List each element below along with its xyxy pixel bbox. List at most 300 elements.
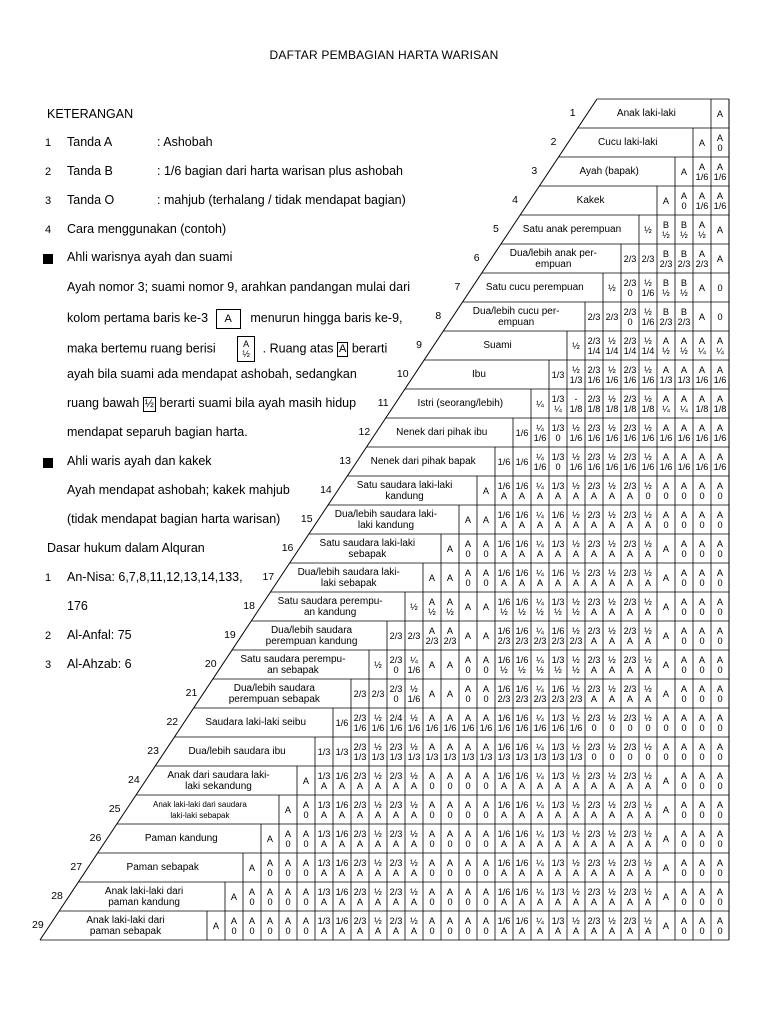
grid-cell: ½ 1/6 (641, 364, 655, 385)
grid-cell: ¼ A (536, 567, 544, 588)
grid-cell: 2/3 A (353, 799, 367, 820)
grid-cell: ¼ ½ (536, 596, 544, 617)
grid-cell: 1/6 2/3 (551, 625, 565, 646)
grid-cell: A 0 (482, 857, 490, 878)
grid-cell: 2/3 A (623, 886, 637, 907)
heir-label: Satu saudara perempu- an kandung (277, 595, 383, 618)
grid-cell: 2/3 A (353, 828, 367, 849)
dasar-num: 3 (45, 659, 52, 671)
grid-cell: A (680, 166, 688, 177)
grid-cell: 1/6 A (497, 857, 511, 878)
grid-cell: 2/3 A (623, 654, 637, 675)
grid-cell: 1/3 ½ (551, 654, 565, 675)
grid-cell: 2/3 0 (389, 654, 403, 675)
grid-cell: A 0 (482, 654, 490, 675)
heir-label: Satu anak perempuan (522, 224, 622, 235)
heir-label: Ibu (472, 369, 486, 380)
grid-cell: A 0 (680, 190, 688, 211)
grid-cell: A (446, 659, 454, 670)
grid-cell: B 2/3 (659, 248, 673, 269)
grid-cell: 1/6 (497, 456, 511, 467)
heir-label: Satu saudara laki-laki kandung (356, 479, 453, 502)
grid-cell: A 0 (284, 915, 292, 936)
grid-cell: A (662, 195, 670, 206)
grid-cell: A 0 (716, 799, 724, 820)
grid-cell: A 0 (716, 132, 724, 153)
grid-cell: ½ A (374, 857, 382, 878)
grid-cell: ¼ A (536, 886, 544, 907)
example1-text: ruang bawah (67, 396, 140, 410)
grid-cell: 1/6 (335, 717, 349, 728)
grid-cell: A 1/6 (695, 422, 709, 443)
row-number: 17 (262, 570, 275, 583)
grid-cell: 2/3 A (623, 596, 637, 617)
grid-cell: 1/6 A (497, 828, 511, 849)
grid-cell: ½ A (572, 770, 580, 791)
grid-cell: 2/3 1/3 (353, 741, 367, 762)
grid-cell: A 1/6 (425, 712, 439, 733)
grid-cell: 1/3 A (317, 770, 331, 791)
grid-cell: A 0 (698, 857, 706, 878)
heir-label: Kakek (576, 195, 605, 206)
grid-cell: ½ 1/6 (641, 451, 655, 472)
grid-cell: A 2/3 (695, 248, 709, 269)
grid-cell: 2/3 A (623, 538, 637, 559)
dasar-num: 1 (45, 572, 52, 584)
grid-cell: ¼ 1/6 (533, 422, 547, 443)
grid-cell: 2/3 A (623, 799, 637, 820)
grid-cell: A (662, 572, 670, 583)
grid-cell: A 0 (482, 538, 490, 559)
grid-cell: ½ A (644, 509, 652, 530)
grid-cell: 2/3 A (587, 654, 601, 675)
grid-cell: ¼ A (536, 857, 544, 878)
grid-cell: ¼ A (536, 828, 544, 849)
grid-cell: ½ ½ (572, 596, 580, 617)
row-number: 16 (281, 541, 294, 554)
grid-cell: A (662, 920, 670, 931)
grid-cell: 2/3 0 (623, 712, 637, 733)
grid-cell: ½ A (410, 770, 418, 791)
example1-text: menurun hingga baris ke-9, (250, 311, 403, 325)
grid-cell: A 1/6 (713, 161, 727, 182)
example1-line (67, 309, 403, 329)
grid-cell: 1/3 A (551, 886, 565, 907)
row-number: 20 (204, 657, 217, 670)
grid-cell: A (482, 485, 490, 496)
row-number: 29 (32, 918, 44, 931)
grid-cell: A 0 (680, 741, 688, 762)
grid-cell: A 1/6 (713, 190, 727, 211)
grid-cell: 1/6 ½ (515, 654, 529, 675)
row-number: 8 (435, 309, 442, 322)
grid-cell: A 0 (680, 683, 688, 704)
grid-cell: ½ A (644, 770, 652, 791)
grid-cell: ½ 1/6 (641, 306, 655, 327)
grid-cell: A 1/3 (659, 364, 673, 385)
grid-cell: A 0 (680, 538, 688, 559)
heir-label: Dua/lebih saudara ibu (188, 746, 286, 757)
grid-cell: A 0 (464, 799, 472, 820)
bullet-square (43, 253, 53, 267)
grid-cell: ¼ A (536, 480, 544, 501)
grid-cell: ½ A (608, 770, 616, 791)
grid-cell: 1/6 A (515, 857, 529, 878)
grid-cell: 1/6 A (515, 799, 529, 820)
grid-cell: A 0 (716, 480, 724, 501)
grid-cell: ¼ A (536, 915, 544, 936)
grid-cell: ½ (608, 282, 616, 293)
grid-cell: 1/6 ½ (497, 596, 511, 617)
grid-cell: A 0 (266, 886, 274, 907)
row-number: 22 (166, 715, 179, 728)
grid-cell: 2/3 (389, 630, 403, 641)
grid-cell: A (662, 775, 670, 786)
grid-cell: 1/6 A (497, 480, 511, 501)
grid-cell: A 0 (680, 799, 688, 820)
grid-cell: A 0 (680, 567, 688, 588)
grid-cell: ½ 1/6 (641, 277, 655, 298)
grid-cell: 1/6 A (515, 828, 529, 849)
grid-cell: A (266, 833, 274, 844)
legend-num: 3 (45, 195, 52, 207)
grid-cell: 2/3 1/3 (389, 741, 403, 762)
grid-cell: 1/3 A (551, 480, 565, 501)
grid-cell: 2/3 A (353, 886, 367, 907)
grid-cell: 2/3 A (587, 770, 601, 791)
grid-cell: 1/6 A (497, 538, 511, 559)
grid-cell: A (212, 920, 220, 931)
grid-cell: 2/3 0 (587, 712, 601, 733)
grid-cell: A 1/6 (713, 364, 727, 385)
heir-label: Anak laki-laki dari paman kandung (104, 885, 184, 908)
grid-cell: 2/3 A (353, 857, 367, 878)
dasar-item: Al-Ahzab: 6 (67, 657, 132, 671)
grid-cell: A ½ (428, 596, 436, 617)
grid-cell: 1/6 A (497, 799, 511, 820)
grid-cell: B ½ (662, 277, 670, 298)
grid-cell: 1/6 1/6 (515, 712, 529, 733)
grid-cell: A (284, 804, 292, 815)
grid-cell: 1/6 A (515, 480, 529, 501)
grid-cell: ½ A (410, 799, 418, 820)
grid-cell: ¼ A (536, 799, 544, 820)
grid-cell: ¼ 1/6 (533, 712, 547, 733)
grid-cell: A 0 (230, 915, 238, 936)
row-number: 10 (396, 367, 409, 380)
grid-cell: 2/3 A (587, 683, 601, 704)
grid-cell: A 0 (698, 625, 706, 646)
grid-cell: 1/3 0 (551, 422, 565, 443)
grid-cell: A 0 (716, 712, 724, 733)
example-box-stack (237, 336, 255, 362)
grid-cell: 1/6 A (515, 886, 529, 907)
row-number: 3 (531, 164, 538, 177)
grid-cell: A 0 (464, 886, 472, 907)
heir-label: Dua/lebih saudara laki- laki kandung (334, 508, 438, 531)
grid-cell: A 0 (662, 741, 670, 762)
row-number: 11 (377, 396, 389, 409)
grid-cell: A (482, 514, 490, 525)
grid-cell: A 0 (680, 886, 688, 907)
grid-cell: 1/3 0 (551, 451, 565, 472)
grid-cell: A (446, 688, 454, 699)
grid-cell: A (230, 891, 238, 902)
grid-cell: ¼ 2/3 (533, 683, 547, 704)
grid-cell: A 0 (698, 567, 706, 588)
legend-desc: : 1/6 bagian dari harta warisan plus ashobah (157, 164, 403, 178)
grid-cell: ¼ 1/3 (533, 741, 547, 762)
grid-cell: A 1/3 (677, 364, 691, 385)
example1-line: mendapat separuh bagian harta. (67, 425, 248, 439)
grid-cell: A 0 (680, 596, 688, 617)
grid-cell: A 0 (680, 625, 688, 646)
grid-cell: 1/3 A (551, 799, 565, 820)
grid-cell: ½ 2/3 (569, 683, 583, 704)
grid-cell: ½ A (608, 683, 616, 704)
grid-cell: A 1/6 (677, 422, 691, 443)
grid-cell: ½ A (644, 625, 652, 646)
grid-cell: A 0 (680, 915, 688, 936)
grid-cell: ½ A (608, 799, 616, 820)
dasar-heading: Dasar hukum dalam Alquran (47, 541, 205, 555)
legend-label: Tanda A (67, 135, 113, 149)
example1-text: berarti (351, 341, 388, 356)
grid-cell: A ¼ (716, 335, 724, 356)
grid-cell: A 0 (698, 741, 706, 762)
grid-cell: A 0 (698, 596, 706, 617)
grid-cell: ½ A (410, 886, 418, 907)
grid-cell: ½ 1/6 (569, 712, 583, 733)
grid-cell: B ½ (680, 277, 688, 298)
example1-text: . Ruang atas (262, 341, 334, 356)
grid-cell: 2/3 A (587, 538, 601, 559)
row-number: 18 (243, 599, 255, 612)
grid-cell: 1/3 A (317, 886, 331, 907)
grid-cell: ¼ A (536, 509, 544, 530)
heir-label: Cucu laki-laki (598, 137, 658, 148)
legend-num: 1 (45, 137, 52, 149)
heir-label: Paman kandung (144, 833, 218, 844)
grid-cell: A 0 (428, 770, 436, 791)
row-number: 24 (128, 773, 140, 786)
grid-cell: 1/3 A (551, 538, 565, 559)
grid-cell: ½ A (644, 567, 652, 588)
grid-cell: 1/6 A (335, 915, 349, 936)
legend-num: 2 (45, 166, 52, 178)
grid-cell: 1/3 (551, 369, 565, 380)
grid-cell: A 0 (698, 538, 706, 559)
row-number: 9 (416, 338, 422, 351)
grid-cell: 2/3 A (623, 683, 637, 704)
grid-cell: ½ 1/6 (569, 451, 583, 472)
grid-cell: 2/3 A (587, 480, 601, 501)
grid-cell: A 0 (428, 886, 436, 907)
grid-cell: A (662, 543, 670, 554)
grid-cell: ½ A (644, 915, 652, 936)
grid-cell: ½ A (572, 886, 580, 907)
grid-cell: ½ A (644, 828, 652, 849)
grid-cell: ¼ A (536, 538, 544, 559)
grid-cell: 2/3 (371, 688, 385, 699)
grid-cell: A 0 (716, 857, 724, 878)
grid-cell: A 1/6 (713, 451, 727, 472)
grid-cell: 1/6 A (335, 828, 349, 849)
grid-cell: 2/3 1/6 (587, 364, 601, 385)
grid-cell: ½ A (572, 538, 580, 559)
grid-cell: ½ 1/6 (641, 422, 655, 443)
grid-cell: A (716, 253, 724, 264)
grid-cell: A 1/8 (695, 393, 709, 414)
grid-cell: A 0 (464, 538, 472, 559)
grid-cell: 1/6 A (497, 567, 511, 588)
grid-cell: A (716, 108, 724, 119)
example-box-half: ½ (144, 398, 154, 410)
legend-label: Cara menggunakan (contoh) (67, 222, 227, 236)
grid-cell: ½ A (608, 480, 616, 501)
grid-cell: ½ 0 (608, 741, 616, 762)
grid-cell: A ¼ (680, 393, 688, 414)
grid-cell: A 0 (716, 886, 724, 907)
example1-text: kolom pertama baris ke-3 (67, 311, 209, 325)
grid-cell: 2/3 A (623, 480, 637, 501)
grid-cell: ½ A (572, 567, 580, 588)
legend-label: Tanda O (67, 193, 115, 207)
grid-cell: A 0 (698, 770, 706, 791)
grid-cell: A 0 (716, 567, 724, 588)
grid-cell: ½ A (608, 886, 616, 907)
grid-cell: A 1/6 (695, 161, 709, 182)
grid-cell: A 0 (680, 480, 688, 501)
grid-cell: A 0 (302, 799, 310, 820)
grid-cell: A 1/6 (443, 712, 457, 733)
grid-cell: A 0 (428, 799, 436, 820)
row-number: 5 (492, 222, 499, 235)
grid-cell: A 0 (716, 625, 724, 646)
keterangan-heading: KETERANGAN (47, 107, 134, 121)
grid-cell: A 0 (662, 712, 670, 733)
grid-cell: A 1/3 (479, 741, 493, 762)
grid-cell: ½ 1/6 (605, 451, 619, 472)
grid-cell: A (662, 862, 670, 873)
box-bottom: ½ (242, 349, 250, 359)
grid-cell: A ½ (446, 596, 454, 617)
grid-cell: A (428, 659, 436, 670)
grid-cell: A (464, 630, 472, 641)
grid-cell: 1/6 (515, 456, 529, 467)
grid-cell: A ½ (698, 219, 706, 240)
grid-cell: A (698, 311, 706, 322)
grid-cell: A 0 (698, 886, 706, 907)
grid-cell: 2/3 (587, 311, 601, 322)
grid-cell: ½ (572, 340, 580, 351)
dasar-item: Al-Anfal: 75 (67, 628, 132, 642)
grid-cell: A 0 (464, 915, 472, 936)
heir-label: Saudara laki-laki seibu (205, 717, 307, 728)
grid-cell: ½ 0 (644, 741, 652, 762)
grid-cell: A 1/6 (713, 422, 727, 443)
grid-cell: A 0 (698, 480, 706, 501)
grid-cell: 2/3 0 (623, 306, 637, 327)
grid-cell: ½ A (572, 915, 580, 936)
example1-head: Ahli warisnya ayah dan suami (67, 250, 233, 264)
grid-cell: A (446, 543, 454, 554)
grid-cell: A (662, 688, 670, 699)
grid-cell: ¼ 1/6 (407, 654, 421, 675)
grid-cell: ½ (410, 601, 418, 612)
grid-cell: A 0 (716, 741, 724, 762)
page-title: DAFTAR PEMBAGIAN HARTA WARISAN (269, 48, 499, 62)
row-number: 23 (147, 744, 159, 757)
grid-cell: 1/6 A (497, 886, 511, 907)
heir-label: Anak dari saudara laki- laki sekandung (167, 769, 270, 792)
grid-cell: ½ A (410, 915, 418, 936)
grid-cell: A 0 (248, 886, 256, 907)
grid-cell: - 1/8 (569, 393, 583, 414)
grid-cell: 2/3 (407, 630, 421, 641)
grid-cell: B ½ (680, 219, 688, 240)
heir-label: Istri (seorang/lebih) (417, 398, 504, 409)
grid-cell: 2/3 1/6 (587, 451, 601, 472)
grid-cell: A 0 (302, 886, 310, 907)
row-number: 25 (108, 802, 121, 815)
heir-label: Dua/lebih cucu per- empuan (472, 305, 560, 328)
example1-line (67, 336, 387, 362)
grid-cell: B 2/3 (677, 306, 691, 327)
grid-cell: ½ 1/4 (605, 335, 619, 356)
grid-cell: ½ A (374, 915, 382, 936)
grid-cell: ½ A (374, 886, 382, 907)
grid-cell: A 1/6 (461, 712, 475, 733)
heir-label: Satu saudara perempu- an sebapak (240, 653, 346, 676)
grid-cell: A 1/6 (695, 364, 709, 385)
grid-cell: A 0 (680, 857, 688, 878)
grid-cell: 2/3 A (353, 770, 367, 791)
grid-cell: A 0 (446, 799, 454, 820)
grid-cell: A 1/6 (695, 451, 709, 472)
grid-cell: A 0 (428, 828, 436, 849)
grid-cell: ½ 1/8 (605, 393, 619, 414)
grid-cell: 2/3 A (587, 596, 601, 617)
grid-cell: A (698, 282, 706, 293)
grid-cell: A (662, 601, 670, 612)
grid-cell: B ½ (662, 219, 670, 240)
grid-cell: A 0 (266, 915, 274, 936)
grid-cell: A (662, 804, 670, 815)
row-number: 1 (569, 106, 576, 119)
grid-cell: 1/3 (335, 746, 349, 757)
heir-label: Suami (483, 340, 512, 351)
grid-cell: A 0 (482, 828, 490, 849)
grid-cell: 2/3 A (587, 828, 601, 849)
grid-cell: A 0 (302, 828, 310, 849)
grid-cell: 2/3 A (389, 828, 403, 849)
grid-cell: 2/3 A (587, 509, 601, 530)
row-number: 15 (300, 512, 313, 525)
grid-cell: 1/6 2/3 (515, 625, 529, 646)
row-number: 12 (358, 425, 371, 438)
grid-cell: 1/6 A (497, 915, 511, 936)
heir-label: Nenek dari pihak bapak (370, 456, 476, 467)
grid-cell: 1/6 2/3 (515, 683, 529, 704)
grid-cell: 1/3 A (551, 770, 565, 791)
grid-cell: 2/3 A (623, 625, 637, 646)
grid-cell: ½ A (644, 799, 652, 820)
grid-cell: ½ A (608, 625, 616, 646)
grid-cell: A 1/6 (479, 712, 493, 733)
grid-cell: 2/4 1/6 (389, 712, 403, 733)
grid-cell: ½ A (608, 509, 616, 530)
